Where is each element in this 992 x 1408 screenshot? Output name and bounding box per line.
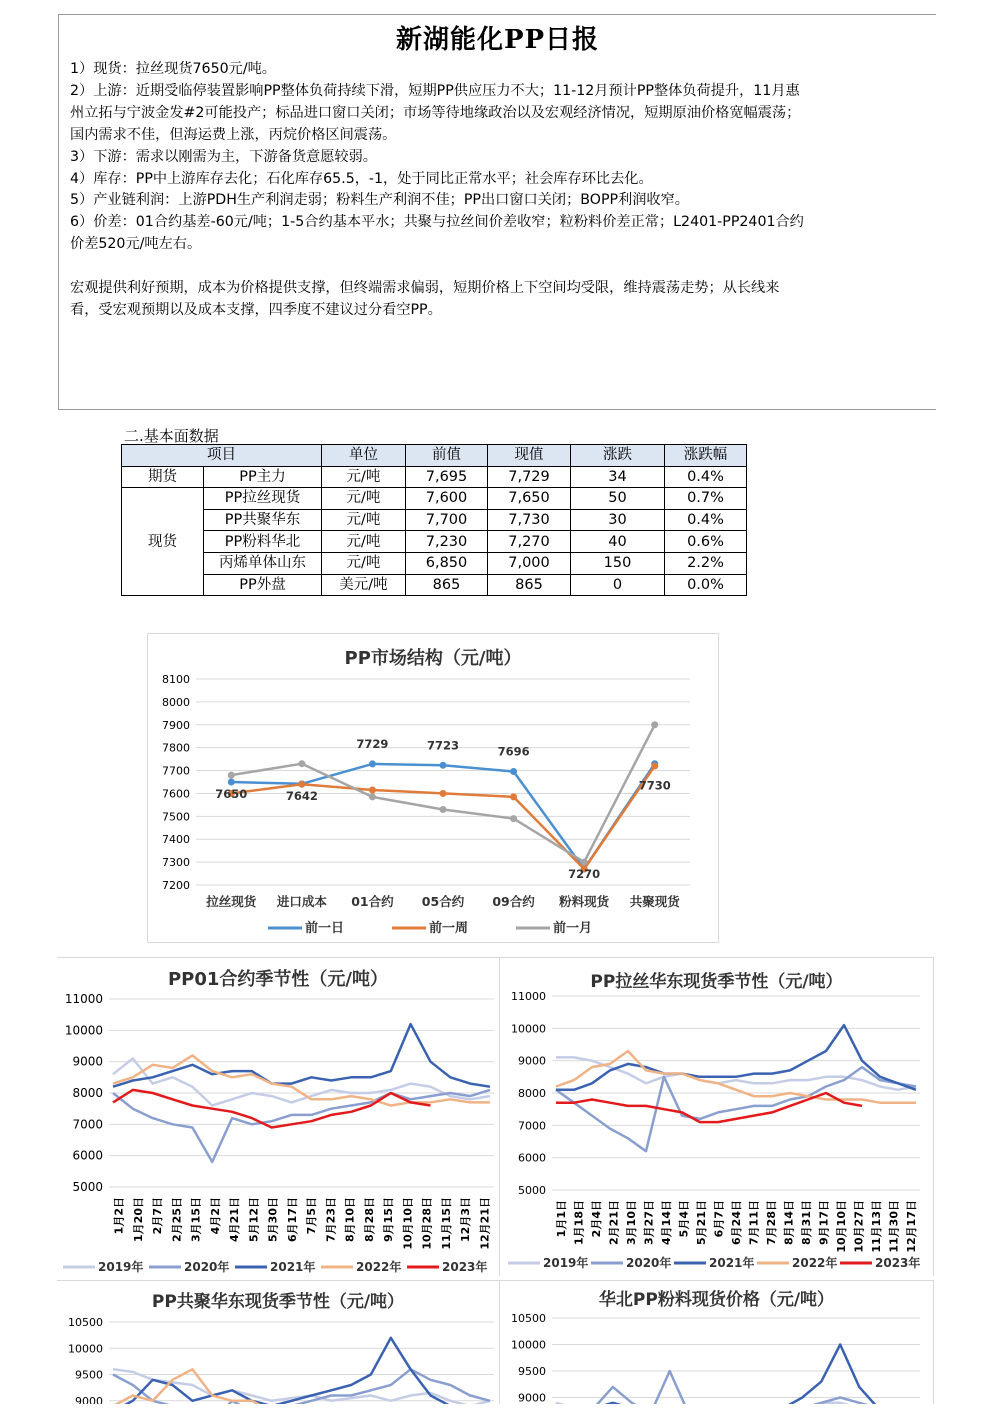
copolymer-seasonal-svg — [57, 1281, 499, 1404]
cell-chg: 0 — [571, 574, 665, 596]
cell-unit: 元/吨 — [322, 509, 406, 531]
y-tick-label: 9000 — [72, 1054, 103, 1069]
group-futures: 期货 — [122, 466, 204, 488]
cell-curr: 7,000 — [488, 552, 571, 574]
y-tick-label: 7000 — [518, 1119, 546, 1133]
x-tick-label: 2月7日 — [151, 1197, 165, 1235]
report-line: 国内需求不佳，但海运费上涨，丙烷价格区间震荡。 — [70, 126, 397, 143]
header-unit: 单位 — [322, 445, 406, 467]
data-label: 7650 — [215, 787, 248, 801]
x-tick-label: 5月4日 — [677, 1200, 691, 1238]
x-tick-label: 10月10日 — [401, 1197, 415, 1250]
y-tick-label: 7700 — [162, 764, 190, 778]
report-line: 6）价差：01合约基差-60元/吨；1-5合约基本平水；共聚与拉丝间价差收窄；粒粉料价差正常；L2401-PP2401合约 — [70, 214, 804, 231]
data-point — [228, 772, 235, 779]
x-tick-label: 7月28日 — [765, 1200, 779, 1245]
y-tick-label: 7500 — [162, 810, 190, 824]
cell-pct: 0.4% — [665, 509, 747, 531]
x-tick-label: 5月30日 — [266, 1197, 280, 1242]
y-tick-label: 10000 — [68, 1342, 103, 1356]
data-label: 7270 — [568, 866, 601, 881]
x-tick-label: 11月30日 — [887, 1200, 901, 1253]
chart-title: PP共聚华东现货季节性（元/吨） — [151, 1292, 405, 1312]
data-point — [369, 787, 376, 794]
report-body — [70, 59, 926, 322]
cell-chg: 150 — [571, 552, 665, 574]
powder-price-chart — [500, 1280, 934, 1404]
paragraph-gap — [70, 256, 926, 278]
y-tick-label: 7800 — [162, 741, 190, 755]
y-tick-label: 10500 — [511, 1312, 546, 1325]
data-label: 7723 — [426, 738, 460, 753]
cell-prev: 7,700 — [406, 509, 488, 531]
x-tick-label: 5月12日 — [247, 1197, 261, 1242]
chart-title: PP拉丝华东现货季节性（元/吨） — [590, 972, 843, 992]
y-tick-label: 7900 — [162, 718, 190, 732]
powder-price-svg — [500, 1281, 933, 1404]
cell-item: PP粉料华北 — [204, 531, 322, 553]
legend-label: 前一月 — [553, 921, 593, 936]
x-tick-label: 9月17日 — [817, 1200, 831, 1245]
y-tick-label: 11000 — [64, 992, 103, 1006]
x-tick-label: 12月21日 — [478, 1197, 492, 1250]
table-row — [122, 509, 747, 531]
x-tick-label: 8月31日 — [800, 1200, 814, 1245]
header-item: 项目 — [122, 445, 322, 467]
report-line: 价差520元/吨左右。 — [70, 236, 202, 253]
legend-label: 2023年 — [442, 1260, 488, 1274]
x-tick-label: 5月21日 — [694, 1200, 708, 1245]
y-tick-label: 8000 — [162, 695, 190, 709]
cell-unit: 元/吨 — [322, 488, 406, 510]
y-tick-label: 9000 — [518, 1391, 546, 1404]
report-line: 2）上游：近期受临停装置影响PP整体负荷持续下滑，短期PP供应压力不大；11-12月预计PP整体负荷提升，11月惠 — [70, 82, 800, 99]
cell-curr: 7,729 — [488, 466, 571, 488]
data-point — [440, 806, 447, 813]
y-tick-label: 10000 — [511, 1338, 546, 1352]
x-tick-label: 12月17日 — [905, 1200, 919, 1253]
cell-chg: 50 — [571, 488, 665, 510]
legend-label: 2020年 — [184, 1260, 230, 1274]
chart-title: PP市场结构（元/吨） — [344, 648, 522, 669]
cell-curr: 7,650 — [488, 488, 571, 510]
x-tick-label: 12月3日 — [459, 1197, 473, 1242]
data-label: 7729 — [356, 736, 389, 751]
fundamentals-table — [121, 444, 747, 596]
legend-label: 2022年 — [792, 1256, 838, 1270]
x-tick-label: 01合约 — [351, 894, 394, 909]
market-structure-svg — [148, 634, 718, 942]
x-tick-label: 11月13日 — [870, 1200, 884, 1253]
header-pct: 涨跌幅 — [665, 445, 747, 467]
legend-label: 前一周 — [429, 921, 469, 936]
x-tick-label: 共聚现货 — [629, 894, 680, 909]
data-point — [228, 779, 235, 786]
legend-label: 2021年 — [709, 1256, 755, 1270]
pp01-seasonal-chart — [57, 957, 500, 1276]
x-tick-label: 10月10日 — [835, 1200, 849, 1253]
report-title: 新湖能化PP日报 — [395, 25, 600, 55]
y-tick-label: 7200 — [162, 879, 190, 892]
data-label: 7696 — [497, 744, 530, 759]
data-point — [510, 768, 517, 775]
data-point — [369, 793, 376, 800]
cell-unit: 元/吨 — [322, 531, 406, 553]
cell-item: 丙烯单体山东 — [204, 552, 322, 574]
x-tick-label: 10月28日 — [420, 1197, 434, 1250]
x-tick-label: 4月21日 — [228, 1197, 242, 1242]
cell-prev: 7,600 — [406, 488, 488, 510]
cell-unit: 美元/吨 — [322, 574, 406, 596]
cell-pct: 0.6% — [665, 531, 747, 553]
header-curr: 现值 — [488, 445, 571, 467]
data-label: 7730 — [638, 778, 671, 793]
table-row — [122, 466, 747, 488]
raffia-seasonal-svg — [500, 958, 933, 1276]
series-line — [556, 1371, 916, 1404]
data-point — [581, 859, 588, 866]
y-tick-label: 7600 — [162, 787, 190, 801]
x-tick-label: 4月14日 — [659, 1200, 673, 1245]
y-tick-label: 8100 — [162, 673, 190, 686]
cell-chg: 40 — [571, 531, 665, 553]
x-tick-label: 4月2日 — [208, 1197, 222, 1235]
y-tick-label: 7000 — [72, 1117, 103, 1132]
series-line — [556, 1345, 916, 1405]
chart-title: 华北PP粉料现货价格（元/吨） — [598, 1290, 835, 1310]
y-tick-label: 8000 — [72, 1086, 103, 1100]
x-tick-label: 粉料现货 — [559, 894, 610, 909]
x-tick-label: 8月10日 — [343, 1197, 357, 1242]
data-point — [298, 781, 305, 788]
data-point — [369, 760, 376, 767]
cell-item: PP主力 — [204, 466, 322, 488]
cell-chg: 30 — [571, 509, 665, 531]
cell-pct: 2.2% — [665, 552, 747, 574]
series-line — [231, 766, 654, 869]
cell-item: PP拉丝现货 — [204, 488, 322, 510]
x-tick-label: 1月1日 — [554, 1200, 568, 1238]
x-tick-label: 3月10日 — [624, 1200, 638, 1245]
report-line: 3）下游：需求以刚需为主，下游备货意愿较弱。 — [70, 148, 377, 165]
summary-line: 看，受宏观预期以及成本支撑，四季度不建议过分看空PP。 — [70, 302, 442, 319]
cell-prev: 7,695 — [406, 466, 488, 488]
report-line: 4）库存：PP中上游库存去化；石化库存65.5，-1，处于同比正常水平；社会库存环比去化。 — [70, 170, 653, 187]
cell-pct: 0.0% — [665, 574, 747, 596]
x-tick-label: 6月24日 — [730, 1200, 743, 1245]
pp01-seasonal-svg — [57, 958, 499, 1276]
y-tick-label: 10000 — [511, 1022, 546, 1036]
x-tick-label: 拉丝现货 — [206, 894, 257, 909]
x-tick-label: 11月15日 — [439, 1197, 453, 1250]
x-tick-label: 7月11日 — [747, 1200, 761, 1245]
report-line: 州立拓与宁波金发#2可能投产；标品进口窗口关闭；市场等待地缘政治以及宏观经济情况，短期原油价格宽幅震荡； — [70, 104, 801, 121]
cell-curr: 865 — [488, 574, 571, 596]
data-point — [298, 760, 305, 767]
header-chg: 涨跌 — [571, 445, 665, 467]
legend-label: 2020年 — [626, 1256, 672, 1270]
y-tick-label: 9000 — [75, 1394, 103, 1404]
cell-pct: 0.4% — [665, 466, 747, 488]
y-tick-label: 9500 — [75, 1368, 103, 1382]
data-point — [510, 815, 517, 822]
legend-label: 2019年 — [543, 1256, 589, 1270]
x-tick-label: 09合约 — [492, 894, 535, 909]
x-tick-label: 7月23日 — [324, 1197, 338, 1242]
raffia-seasonal-chart — [500, 957, 934, 1276]
x-tick-label: 2月25日 — [170, 1197, 184, 1242]
y-tick-label: 8000 — [518, 1087, 546, 1100]
x-tick-label: 7月5日 — [305, 1197, 319, 1235]
x-tick-label: 3月27日 — [642, 1200, 656, 1245]
table-row — [122, 531, 747, 553]
x-tick-label: 9月15日 — [382, 1197, 396, 1242]
table-row — [122, 574, 747, 596]
y-tick-label: 5000 — [72, 1180, 103, 1194]
group-spot: 现货 — [122, 488, 204, 596]
table-header-row — [122, 445, 747, 467]
cell-unit: 元/吨 — [322, 552, 406, 574]
data-point — [651, 721, 658, 728]
x-tick-label: 1月2日 — [112, 1197, 126, 1235]
x-tick-label: 05合约 — [421, 894, 465, 909]
cell-pct: 0.7% — [665, 488, 747, 510]
table-row — [122, 488, 747, 510]
data-point — [440, 762, 447, 769]
cell-prev: 7,230 — [406, 531, 488, 553]
data-point — [510, 793, 517, 800]
y-tick-label: 10000 — [64, 1023, 103, 1038]
section-title: 二.基本面数据 — [124, 427, 219, 445]
x-tick-label: 6月17日 — [285, 1197, 299, 1242]
legend-label: 2023年 — [875, 1256, 921, 1270]
legend-label: 2022年 — [356, 1260, 402, 1274]
report-panel — [58, 14, 936, 410]
y-tick-label: 6000 — [72, 1148, 103, 1163]
x-tick-label: 10月27日 — [852, 1200, 866, 1253]
copolymer-seasonal-chart — [57, 1280, 500, 1404]
x-tick-label: 1月18日 — [572, 1200, 586, 1245]
y-tick-label: 5000 — [518, 1184, 546, 1197]
legend-label: 2019年 — [98, 1260, 144, 1274]
report-line: 1）现货：拉丝现货7650元/吨。 — [70, 61, 276, 77]
x-tick-label: 2月21日 — [607, 1200, 621, 1245]
y-tick-label: 10500 — [68, 1316, 103, 1329]
y-tick-label: 7300 — [162, 856, 190, 870]
chart-title: PP01合约季节性（元/吨） — [167, 969, 389, 990]
cell-item: PP外盘 — [204, 574, 322, 596]
report-line: 5）产业链利润：上游PDH生产利润走弱；粉料生产利润不佳；PP出口窗口关闭；BOPP利润收窄。 — [70, 192, 689, 209]
table-row — [122, 552, 747, 574]
series-line — [556, 1093, 862, 1122]
cell-curr: 7,270 — [488, 531, 571, 553]
data-label: 7642 — [285, 788, 318, 803]
x-tick-label: 8月28日 — [362, 1197, 376, 1242]
data-point — [440, 790, 447, 797]
cell-prev: 865 — [406, 574, 488, 596]
cell-curr: 7,730 — [488, 509, 571, 531]
x-tick-label: 1月20日 — [131, 1197, 145, 1242]
summary-line: 宏观提供利好预期，成本为价格提供支撑，但终端需求偏弱，短期价格上下空间均受限，维持震荡走势；从长线来 — [70, 280, 780, 297]
cell-item: PP共聚华东 — [204, 509, 322, 531]
legend-label: 2021年 — [270, 1260, 316, 1274]
x-tick-label: 6月7日 — [712, 1200, 726, 1238]
cell-prev: 6,850 — [406, 552, 488, 574]
x-tick-label: 3月15日 — [189, 1197, 203, 1242]
cell-unit: 元/吨 — [322, 466, 406, 488]
x-tick-label: 2月4日 — [589, 1200, 603, 1238]
data-point — [651, 762, 658, 769]
y-tick-label: 9500 — [518, 1365, 546, 1378]
y-tick-label: 11000 — [511, 990, 546, 1003]
y-tick-label: 7400 — [162, 833, 190, 847]
market-structure-chart — [147, 633, 719, 943]
header-prev: 前值 — [406, 445, 488, 467]
y-tick-label: 9000 — [518, 1054, 546, 1068]
legend-label: 前一日 — [305, 921, 345, 936]
cell-chg: 34 — [571, 466, 665, 488]
y-tick-label: 6000 — [518, 1151, 546, 1165]
x-tick-label: 8月14日 — [782, 1200, 796, 1245]
x-tick-label: 进口成本 — [276, 894, 327, 909]
